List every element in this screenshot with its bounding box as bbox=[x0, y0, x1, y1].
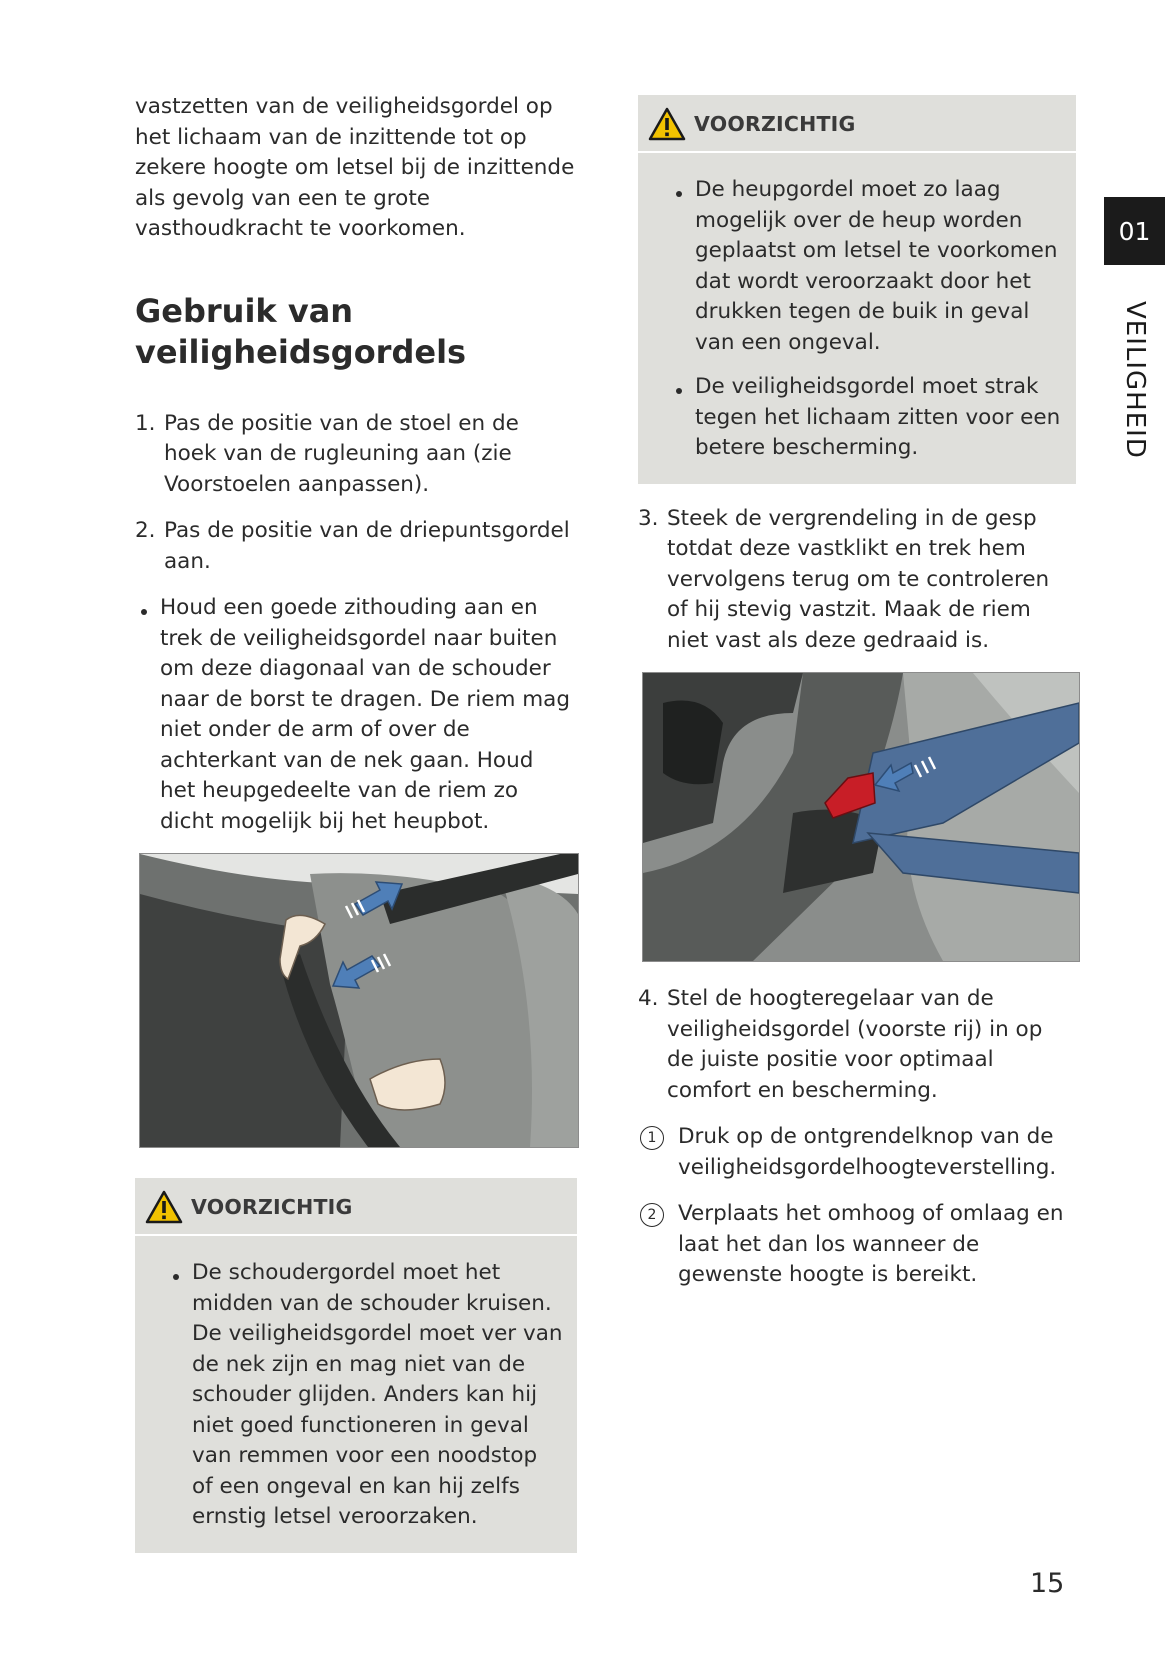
warning-triangle-icon bbox=[145, 1190, 183, 1224]
caution-item: De schoudergordel moet het midden van de schouder kruisen. De veiligheidsgordel moet ver van de nek zijn en mag niet van de schouder glijden. Anders kan hij niet goed functioneren in geval van remmen voor een noodstop of een ongeval en kan hij zelfs ernstig letsel veroorzaken. bbox=[165, 1258, 563, 1533]
buckle-illustration bbox=[642, 672, 1080, 962]
right-column bbox=[638, 95, 1076, 1307]
circled-number: 1 bbox=[640, 1126, 664, 1150]
step-item bbox=[638, 984, 1076, 1106]
caution-header bbox=[135, 1178, 577, 1236]
step-number: 3. bbox=[638, 505, 659, 531]
caution-item: De veiligheidsgordel moet strak tegen het lichaam zitten voor een betere bescherming. bbox=[668, 372, 1062, 464]
page-number: 15 bbox=[1030, 1568, 1065, 1599]
step-text: Pas de positie van de stoel en de hoek van de rugleuning aan (zie Voorstoelen aanpassen). bbox=[164, 410, 519, 497]
step-item bbox=[638, 504, 1076, 657]
chapter-title bbox=[1105, 285, 1165, 475]
bullet-list bbox=[133, 593, 575, 837]
substep-item bbox=[638, 1122, 1076, 1183]
left-column bbox=[135, 92, 575, 1553]
circled-number: 2 bbox=[640, 1203, 664, 1227]
belt-shoulder-illustration bbox=[139, 853, 579, 1148]
caution-title: VOORZICHTIG bbox=[191, 1195, 353, 1219]
substep-text: Verplaats het omhoog of omlaag en laat het dan los wanneer de gewenste hoogte is bereikt. bbox=[678, 1201, 1064, 1287]
caution-box bbox=[638, 95, 1076, 484]
step-number: 1. bbox=[135, 410, 156, 436]
caution-title: VOORZICHTIG bbox=[694, 112, 856, 136]
bullet-item: Houd een goede zithouding aan en trek de veiligheidsgordel naar buiten om deze diagonaal van de schouder naar de borst te dragen. De riem mag niet onder de arm of over de achterkant van de nek gaan. Houd het heupgedeelte van de riem zo dicht mogelijk bij het heupbot. bbox=[133, 593, 575, 837]
chapter-title-text: VEILIGHEID bbox=[1120, 301, 1150, 459]
substep-item bbox=[638, 1199, 1076, 1291]
step-item bbox=[135, 516, 575, 577]
steps-list bbox=[638, 984, 1076, 1106]
step-text: Pas de positie van de driepuntsgordel aan. bbox=[164, 518, 570, 574]
steps-list bbox=[638, 504, 1076, 657]
step-text: Steek de vergrendeling in de gesp totdat deze vastklikt en trek hem vervolgens terug om te controleren of hij stevig vastzit. Maak de riem niet vast als deze gedraaid is. bbox=[667, 505, 1050, 653]
caution-list bbox=[135, 1236, 577, 1553]
intro-paragraph: vastzetten van de veiligheidsgordel op het lichaam van de inzittende tot op zekere hoogte om letsel bij de inzittende als gevolg van een te grote vasthoudkracht te voorkomen. bbox=[135, 94, 575, 241]
caution-list bbox=[638, 153, 1076, 484]
step-number: 2. bbox=[135, 518, 156, 543]
step-number: 4. bbox=[638, 986, 659, 1011]
chapter-tab: 01 bbox=[1104, 197, 1165, 265]
substeps-list bbox=[638, 1122, 1076, 1291]
substep-text: Druk op de ontgrendelknop van de veiligheidsgordelhoogteverstelling. bbox=[678, 1124, 1057, 1180]
step-text: Stel de hoogteregelaar van de veiligheidsgordel (voorste rij) in op de juiste positie voor optimaal comfort en bescherming. bbox=[667, 986, 1043, 1103]
caution-box bbox=[135, 1178, 577, 1553]
steps-list bbox=[135, 409, 575, 578]
caution-item: De heupgordel moet zo laag mogelijk over de heup worden geplaatst om letsel te voorkomen dat wordt veroorzaakt door het drukken tegen de buik in geval van een ongeval. bbox=[668, 175, 1062, 358]
section-heading: Gebruik van veiligheidsgordels bbox=[135, 291, 467, 371]
caution-header bbox=[638, 95, 1076, 153]
step-item bbox=[135, 409, 575, 501]
warning-triangle-icon bbox=[648, 107, 686, 141]
